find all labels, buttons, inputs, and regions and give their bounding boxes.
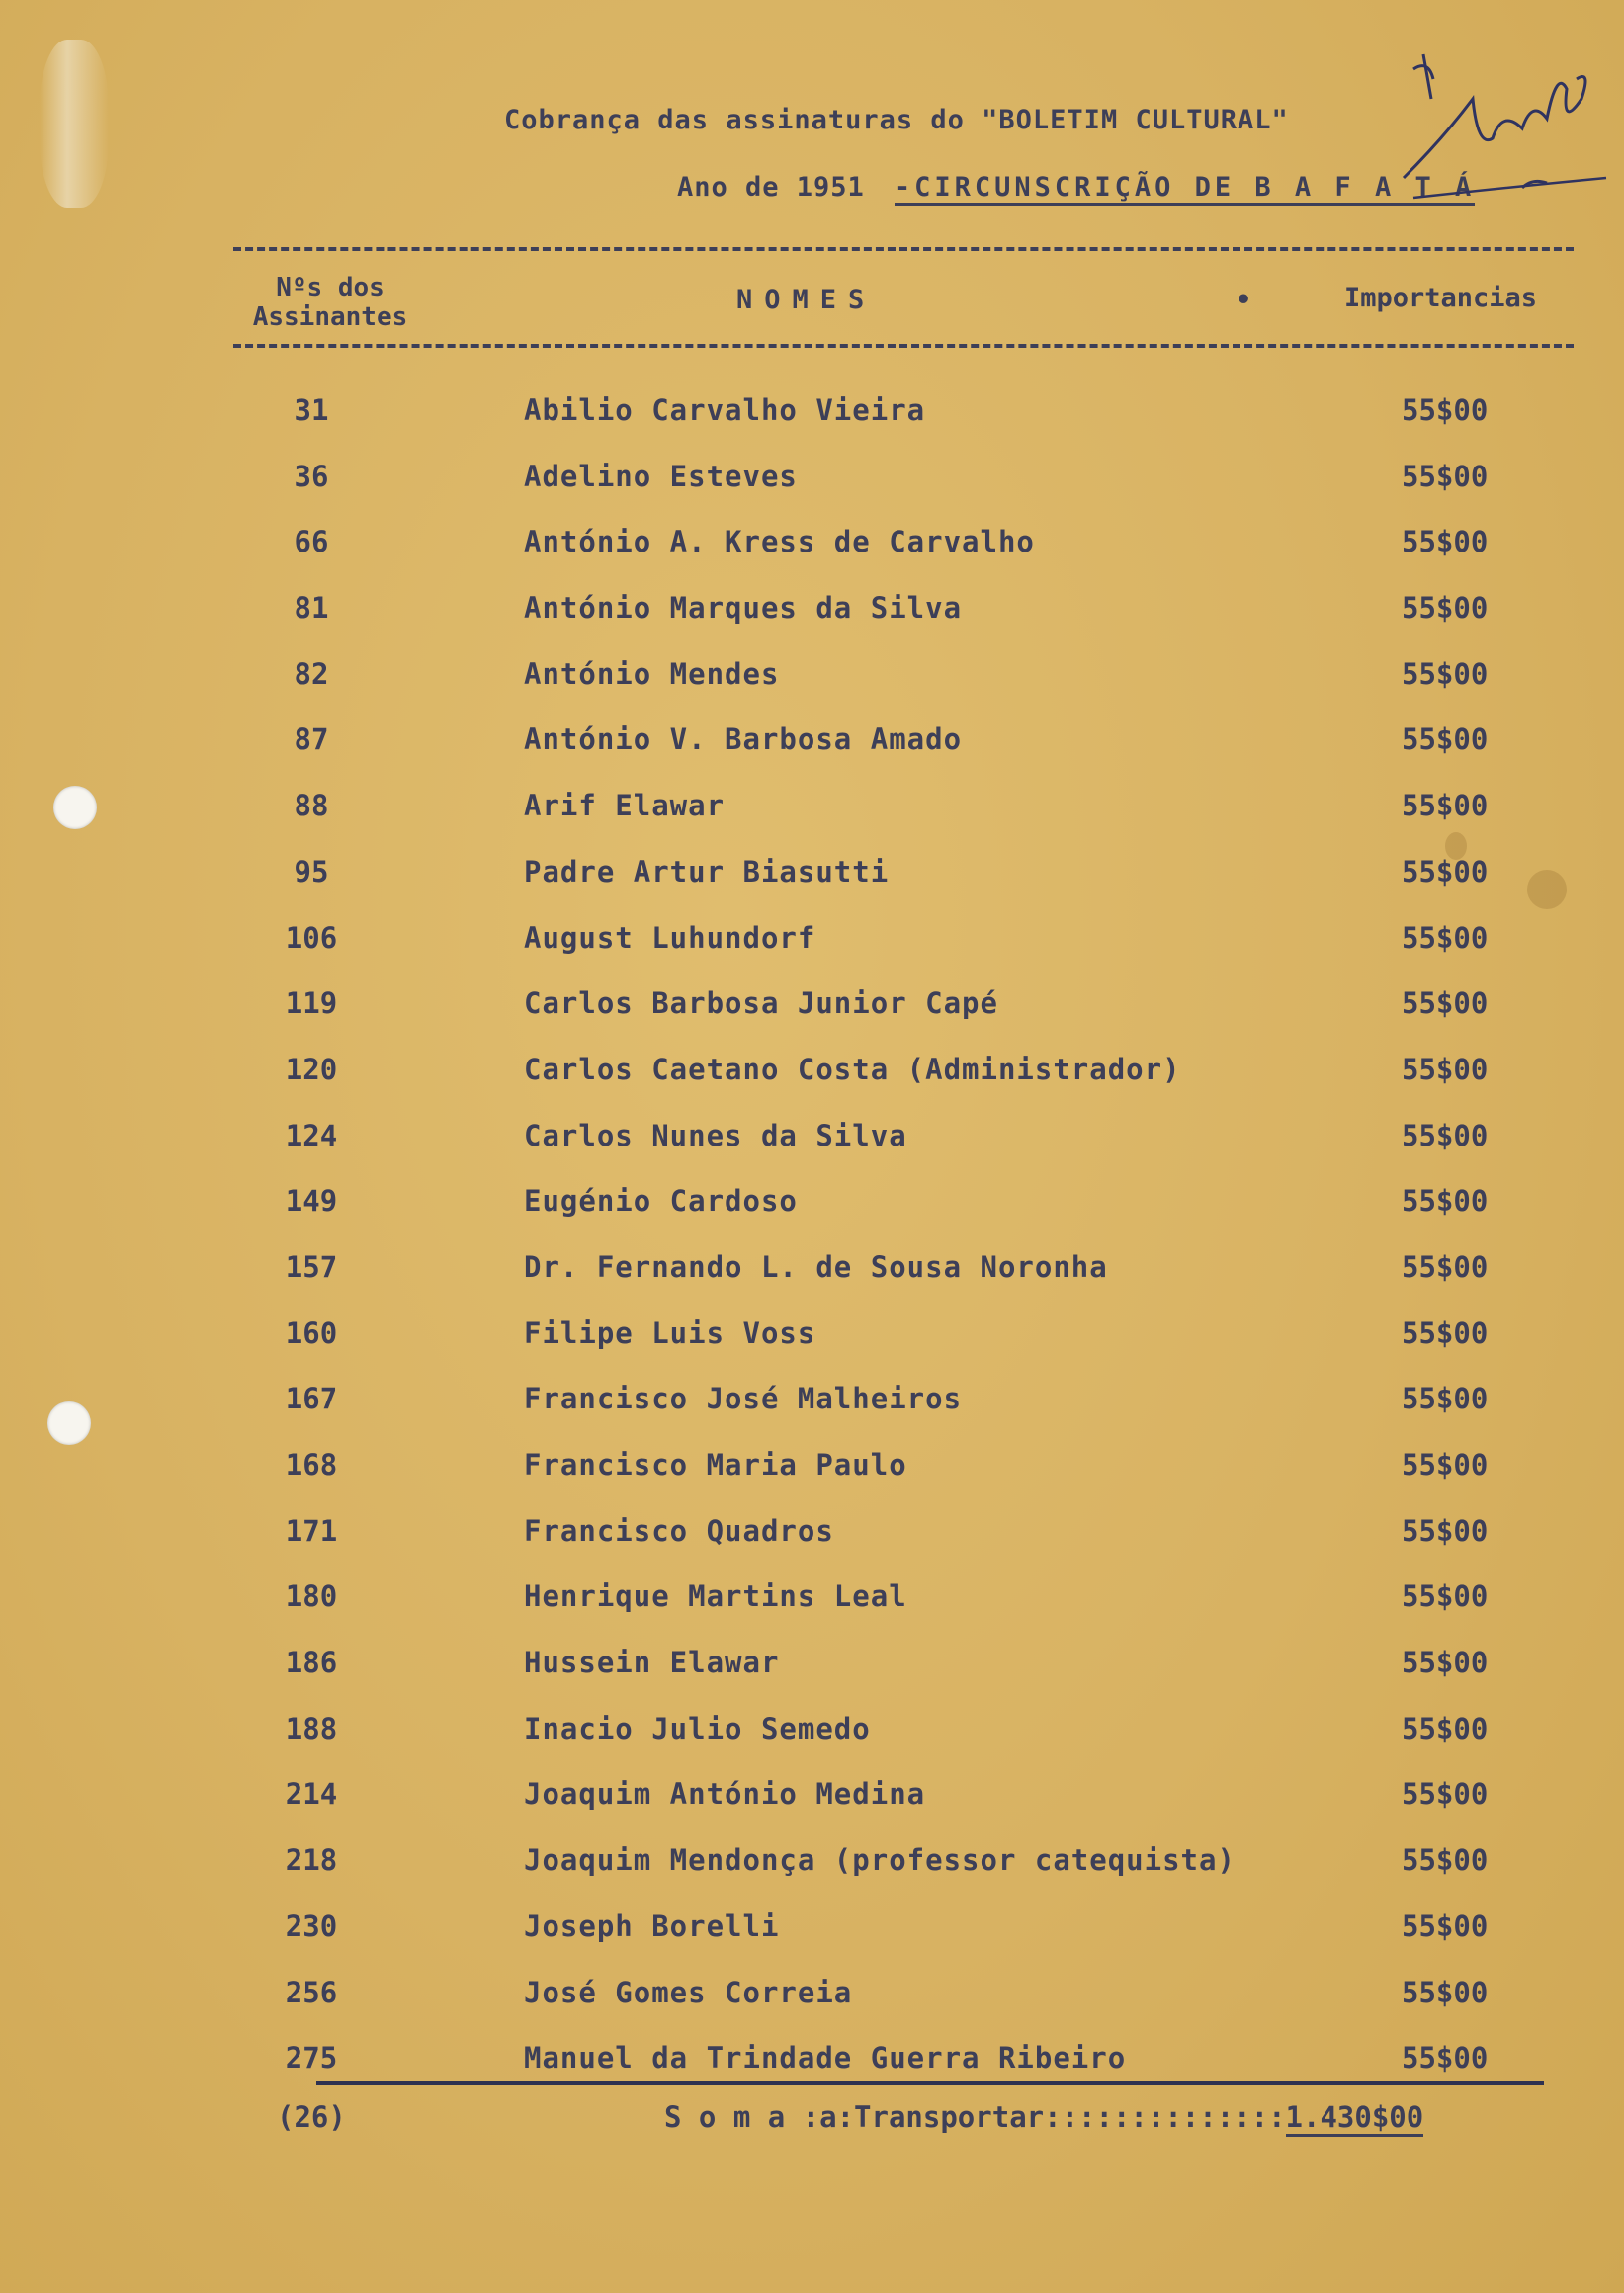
subscriber-name: Hussein Elawar — [524, 1646, 780, 1680]
subscriber-number: 275 — [285, 2041, 338, 2076]
table-row — [0, 1119, 1624, 1185]
table-row — [0, 1053, 1624, 1119]
subscriber-name: Francisco Maria Paulo — [524, 1448, 907, 1482]
subscriber-number: 66 — [294, 525, 329, 559]
table-row — [0, 1646, 1624, 1712]
header-bottom-rule — [233, 344, 1574, 348]
table-row — [0, 921, 1624, 987]
subscriber-name: Joaquim Mendonça (professor catequista) — [524, 1843, 1236, 1878]
subscriber-number: 36 — [294, 459, 329, 493]
subscriber-name: António Mendes — [524, 656, 780, 691]
subscriber-name: Francisco José Malheiros — [524, 1382, 963, 1416]
subscriber-amount: 55$00 — [1402, 1382, 1489, 1416]
table-row — [0, 1316, 1624, 1383]
subscriber-amount: 55$00 — [1402, 1646, 1489, 1680]
subscriber-number: 31 — [294, 393, 329, 427]
subscriber-amount: 55$00 — [1402, 459, 1489, 493]
subscriber-name: Carlos Barbosa Junior Capé — [524, 986, 998, 1021]
subscriber-name: Manuel da Trindade Guerra Ribeiro — [524, 2041, 1127, 2076]
column-header-dot: • — [1236, 285, 1252, 315]
subscriber-name: Carlos Nunes da Silva — [524, 1118, 907, 1152]
subscriber-name: António Marques da Silva — [524, 591, 963, 626]
subscriber-name: Dr. Fernando L. de Sousa Noronha — [524, 1249, 1108, 1284]
subscriber-number: 81 — [294, 591, 329, 626]
subscriber-number: 160 — [285, 1316, 338, 1350]
document-title: Cobrança das assinaturas do "BOLETIM CULTURAL" — [504, 105, 1289, 135]
subscriber-number: 214 — [285, 1777, 338, 1812]
subscriber-amount: 55$00 — [1402, 1249, 1489, 1284]
subscriber-amount: 55$00 — [1402, 1777, 1489, 1812]
subscriber-number: 119 — [285, 986, 338, 1021]
subscriber-name: José Gomes Correia — [524, 1975, 853, 2009]
subscriber-amount: 55$00 — [1402, 920, 1489, 955]
table-row — [0, 1843, 1624, 1910]
table-row — [0, 986, 1624, 1053]
sum-label: S o m a :a:Transportar:::::::::::::: — [664, 2100, 1286, 2134]
table-row — [0, 1777, 1624, 1843]
subscriber-name: August Luhundorf — [524, 920, 816, 955]
table-row — [0, 657, 1624, 723]
header-top-rule — [233, 247, 1574, 251]
table-row — [0, 591, 1624, 657]
subscriber-amount: 55$00 — [1402, 1316, 1489, 1350]
table-row — [0, 460, 1624, 526]
table-row — [0, 2041, 1624, 2107]
subscriber-name: António V. Barbosa Amado — [524, 722, 963, 757]
table-row — [0, 1712, 1624, 1778]
table-row — [0, 1448, 1624, 1514]
subscriber-name: Padre Artur Biasutti — [524, 854, 890, 889]
subscriber-amount: 55$00 — [1402, 1579, 1489, 1614]
subscriber-number: 186 — [285, 1646, 338, 1680]
table-row — [0, 1250, 1624, 1316]
table-row — [0, 1976, 1624, 2042]
subscriber-amount: 55$00 — [1402, 1711, 1489, 1745]
subscriber-number: 88 — [294, 789, 329, 823]
subscriber-list — [0, 393, 1624, 2107]
subscriber-amount: 55$00 — [1402, 1448, 1489, 1482]
subscriber-name: Francisco Quadros — [524, 1513, 834, 1548]
sum-total: 1.430$00 — [1286, 2100, 1424, 2137]
subscriber-amount: 55$00 — [1402, 789, 1489, 823]
year-label: Ano de 1951 — [677, 172, 865, 203]
subscriber-amount: 55$00 — [1402, 393, 1489, 427]
table-row — [0, 1579, 1624, 1646]
table-row — [0, 789, 1624, 855]
subscriber-number: 106 — [285, 920, 338, 955]
subscriber-count: (26) — [277, 2100, 346, 2134]
subscriber-amount: 55$00 — [1402, 1184, 1489, 1219]
document-subtitle — [677, 172, 1475, 203]
subscriber-amount: 55$00 — [1402, 656, 1489, 691]
subscriber-number: 168 — [285, 1448, 338, 1482]
subscriber-amount: 55$00 — [1402, 986, 1489, 1021]
subscriber-number: 171 — [285, 1513, 338, 1548]
subscriber-amount: 55$00 — [1402, 1052, 1489, 1086]
column-header-names: NOMES — [736, 285, 877, 315]
table-row — [0, 855, 1624, 921]
subscriber-amount: 55$00 — [1402, 1118, 1489, 1152]
subscriber-number: 167 — [285, 1382, 338, 1416]
table-row — [0, 525, 1624, 591]
subscriber-number: 149 — [285, 1184, 338, 1219]
subscriber-amount: 55$00 — [1402, 2041, 1489, 2076]
subscriber-name: Inacio Julio Semedo — [524, 1711, 871, 1745]
column-header-amount: Importancias — [1344, 283, 1538, 313]
subscriber-amount: 55$00 — [1402, 722, 1489, 757]
subscriber-name: Abilio Carvalho Vieira — [524, 393, 926, 427]
district-label: -CIRCUNSCRIÇÃO DE B A F A T Á — [895, 172, 1475, 206]
subscriber-amount: 55$00 — [1402, 591, 1489, 626]
subscriber-name: Arif Elawar — [524, 789, 726, 823]
subscriber-amount: 55$00 — [1402, 1513, 1489, 1548]
subscriber-name: Joaquim António Medina — [524, 1777, 926, 1812]
table-row — [0, 1514, 1624, 1580]
subscriber-name: Adelino Esteves — [524, 459, 798, 493]
subscriber-number: 188 — [285, 1711, 338, 1745]
subscriber-name: Filipe Luis Voss — [524, 1316, 816, 1350]
subscriber-amount: 55$00 — [1402, 525, 1489, 559]
total-rule — [316, 2081, 1544, 2085]
subscriber-amount: 55$00 — [1402, 1909, 1489, 1943]
table-row — [0, 1910, 1624, 1976]
subscriber-number: 256 — [285, 1975, 338, 2009]
subscriber-name: António A. Kress de Carvalho — [524, 525, 1035, 559]
subscriber-name: Henrique Martins Leal — [524, 1579, 907, 1614]
table-row — [0, 722, 1624, 789]
torn-corner — [40, 40, 109, 208]
subscriber-number: 87 — [294, 722, 329, 757]
subscriber-name: Carlos Caetano Costa (Administrador) — [524, 1052, 1181, 1086]
table-row — [0, 1382, 1624, 1448]
subscriber-number: 230 — [285, 1909, 338, 1943]
handwritten-signature — [1384, 40, 1611, 217]
subscriber-number: 95 — [294, 854, 329, 889]
subscriber-number: 180 — [285, 1579, 338, 1614]
subscriber-number: 218 — [285, 1843, 338, 1878]
subscriber-number: 124 — [285, 1118, 338, 1152]
subscriber-name: Joseph Borelli — [524, 1909, 780, 1943]
subscriber-amount: 55$00 — [1402, 1975, 1489, 2009]
subscriber-amount: 55$00 — [1402, 1843, 1489, 1878]
subscriber-number: 120 — [285, 1052, 338, 1086]
subscriber-number: 157 — [285, 1249, 338, 1284]
subscriber-number: 82 — [294, 656, 329, 691]
sum-line — [664, 2100, 1423, 2134]
subscriber-name: Eugénio Cardoso — [524, 1184, 798, 1219]
subscriber-amount: 55$00 — [1402, 854, 1489, 889]
column-header-number: Nºs dos Assinantes — [252, 273, 408, 332]
table-row — [0, 393, 1624, 460]
table-row — [0, 1184, 1624, 1250]
